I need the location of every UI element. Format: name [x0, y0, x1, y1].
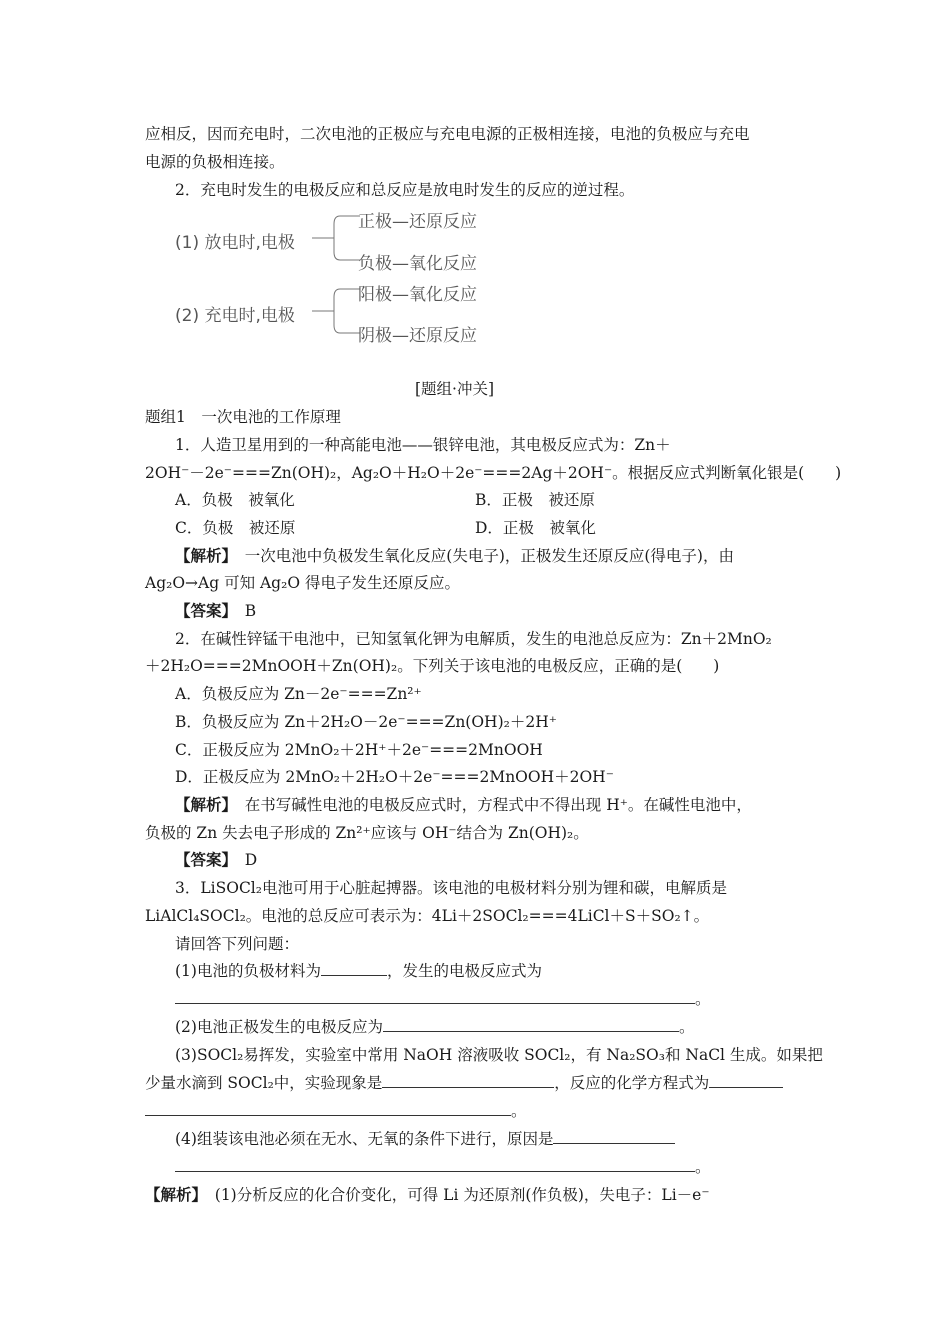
q2-analysis-line-2: 负极的 Zn 失去电子形成的 Zn²⁺应该与 OH⁻结合为 Zn(OH)₂。	[145, 824, 589, 842]
q2-answer-tag: 【答案】	[175, 850, 230, 869]
q3-part-4-line-2	[175, 1157, 711, 1177]
q3-prompt: 请回答下列问题：	[175, 935, 300, 953]
q1-option-a: A．负极 被氧化	[175, 491, 295, 509]
q3-blank-3a[interactable]	[382, 1073, 554, 1088]
charge-brace	[312, 285, 362, 345]
group-title: 题组1 一次电池的工作原理	[145, 408, 341, 426]
q3-blank-3b[interactable]	[709, 1073, 783, 1088]
q2-analysis-tag: 【解析】	[175, 795, 230, 814]
q3-part-2-text: (2)电池正极发生的电极反应为	[175, 1018, 383, 1036]
q3-stem-2: LiAlCl₄SOCl₂。电池的总反应可表示为：4Li＋2SOCl₂===4LiCl＋S＋SO₂↑。	[145, 907, 710, 925]
q2-stem-1: 2．在碱性锌锰干电池中，已知氢氧化钾为电解质，发生的电池总反应为：Zn＋2MnO₂	[175, 630, 772, 648]
q3-analysis-text: (1)分析反应的化合价变化，可得 Li 为还原剂(作负极)，失电子：Li－e⁻	[199, 1186, 710, 1204]
q3-blank-2[interactable]	[383, 1017, 679, 1032]
q1-option-c: C．负极 被还原	[175, 519, 296, 537]
discharge-upper: 正极—还原反应	[358, 212, 477, 232]
q3-analysis-tag: 【解析】	[145, 1185, 200, 1204]
q3-blank-4b[interactable]	[175, 1157, 695, 1172]
q2-option-a: A．负极反应为 Zn－2e⁻===Zn²⁺	[175, 685, 422, 703]
q2-answer	[175, 850, 257, 870]
q2-analysis-line-1	[175, 795, 752, 815]
q3-part-3-line-2	[145, 1073, 783, 1093]
q1-answer-value: B	[229, 602, 257, 620]
charge-upper: 阳极—氧化反应	[358, 285, 477, 305]
q3-part-2-end: 。	[678, 1018, 695, 1036]
q3-blank-3c[interactable]	[145, 1101, 511, 1116]
q3-part-4	[175, 1129, 675, 1149]
q3-part-1-text-b: ，发生的电极反应式为	[386, 962, 542, 980]
q1-option-d: D．正极 被氧化	[475, 519, 596, 537]
q3-part-1-line-2	[175, 989, 711, 1009]
q2-option-b: B．负极反应为 Zn＋2H₂O－2e⁻===Zn(OH)₂＋2H⁺	[175, 713, 557, 731]
q3-part-3-line-1: (3)SOCl₂易挥发，实验室中常用 NaOH 溶液吸收 SOCl₂，有 Na₂SO₃和 NaCl 生成。如果把	[175, 1046, 823, 1064]
q3-analysis-line-1	[145, 1185, 710, 1205]
q3-part-3-end: 。	[511, 1102, 527, 1120]
q1-answer-tag: 【答案】	[175, 601, 230, 620]
q1-analysis-line-1	[175, 546, 734, 566]
q2-stem-2: ＋2H₂O===2MnOOH＋Zn(OH)₂。下列关于该电池的电极反应，正确的是( )	[145, 657, 720, 675]
q2-option-d: D．正极反应为 2MnO₂＋2H₂O＋2e⁻===2MnOOH＋2OH⁻	[175, 768, 614, 786]
q2-analysis-text: 在书写碱性电池的电极反应式时，方程式中不得出现 H⁺。在碱性电池中，	[229, 796, 752, 814]
q2-answer-value: D	[229, 851, 258, 869]
intro-line-2: 电源的负极相连接。	[145, 153, 285, 171]
q1-analysis-text: 一次电池中负极发生氧化反应(失电子)，正极发生还原反应(得电子)，由	[229, 547, 734, 565]
intro-line-3: 2．充电时发生的电极反应和总反应是放电时发生的反应的逆过程。	[175, 181, 635, 199]
discharge-brace	[312, 212, 362, 272]
q3-part-3-text-c: ，反应的化学方程式为	[554, 1074, 710, 1092]
q1-stem-1: 1．人造卫星用到的一种高能电池——银锌电池，其电极反应式为：Zn＋	[175, 436, 671, 454]
q3-part-1	[175, 961, 542, 981]
q3-blank-1b[interactable]	[175, 989, 695, 1004]
q3-part-4-end: 。	[695, 1158, 711, 1176]
q1-answer	[175, 601, 256, 621]
q1-option-b: B．正极 被还原	[475, 491, 595, 509]
q1-analysis-tag: 【解析】	[175, 546, 230, 565]
q3-part-4-text: (4)组装该电池必须在无水、无氧的条件下进行，原因是	[175, 1130, 554, 1148]
q3-part-1-end: 。	[695, 990, 711, 1008]
discharge-lower: 负极—氧化反应	[358, 254, 477, 274]
section-heading: [题组·冲关]	[415, 380, 495, 398]
q1-stem-2: 2OH⁻－2e⁻===Zn(OH)₂，Ag₂O＋H₂O＋2e⁻===2Ag＋2OH⁻。根据反应式判断氧化银是( )	[145, 464, 842, 482]
q3-part-2	[175, 1017, 694, 1037]
q3-part-3-line-3	[145, 1101, 527, 1121]
charge-lower: 阴极—还原反应	[358, 326, 477, 346]
q3-part-3-text-b: 少量水滴到 SOCl₂中，实验现象是	[145, 1074, 383, 1092]
charge-label: (2) 充电时,电极	[175, 306, 295, 326]
discharge-label: (1) 放电时,电极	[175, 233, 295, 253]
intro-line-1: 应相反，因而充电时，二次电池的正极应与充电电源的正极相连接，电池的负极应与充电	[145, 125, 750, 143]
q3-stem-1: 3．LiSOCl₂电池可用于心脏起搏器。该电池的电极材料分别为锂和碳，电解质是	[175, 879, 727, 897]
q3-blank-1a[interactable]	[321, 961, 387, 976]
q3-blank-4a[interactable]	[553, 1129, 675, 1144]
q1-analysis-line-2: Ag₂O→Ag 可知 Ag₂O 得电子发生还原反应。	[145, 574, 460, 592]
q3-part-1-text-a: (1)电池的负极材料为	[175, 962, 321, 980]
q2-option-c: C．正极反应为 2MnO₂＋2H⁺＋2e⁻===2MnOOH	[175, 741, 543, 759]
